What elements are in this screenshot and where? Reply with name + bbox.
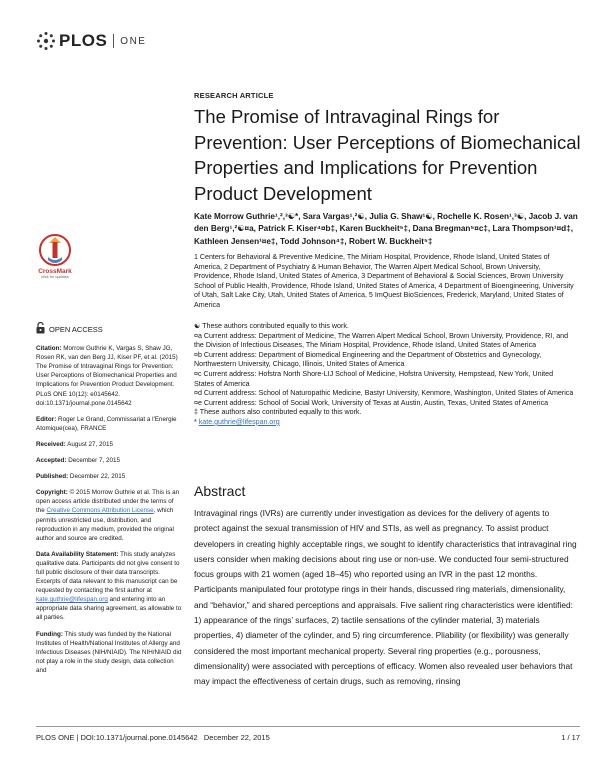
copyright-label: Copyright: [36,489,68,497]
copyright-block [36,488,184,543]
crossmark-icon [38,233,72,267]
crossmark-badge[interactable] [35,233,75,279]
editor-block [36,415,184,433]
received-date: August 27, 2015 [65,440,114,448]
published-block [36,472,184,481]
crossmark-label: CrossMark [38,268,72,275]
crossmark-sublabel: click for updates [41,275,69,279]
page-number: 1 / 17 [561,733,580,742]
note-also-equal: ‡ These authors also contributed equally to this work. [194,408,362,417]
accepted-label: Accepted: [36,457,67,465]
citation-label: Citation: [36,345,62,353]
copyright-text-post: , which permits unrestricted use, distribution, and reproduction in any medium, provided the original author and source are credited. [36,507,174,542]
note-address-d: ¤d Current address: School of Naturopathic Medicine, Bastyr University, Kenmore, Washington, United States of America [194,389,574,398]
data-email-link[interactable]: kate.guthrie@lifespan.org [36,596,108,604]
data-availability-post: and entering into an appropriate data sharing agreement, as allowable to all parties. [36,596,182,622]
logo-divider [113,34,114,48]
received-label: Received: [36,440,66,448]
data-availability-label: Data Availability Statement: [36,550,119,558]
author-list: Kate Morrow Guthrie¹,²,³☯*, Sara Vargas¹,²☯, Julia G. Shaw¹☯, Rochelle K. Rosen¹,³☯, Jacob J. van den Berg¹,²☯¤a, Patrick F. Kiser⁴¤b‡, Karen Buckheit⁵‡, Dana Bregman⁵¤c‡, Lara Thompson¹¤d‡, Kathleen Jensen¹¤e‡, Todd Johnson⁴‡, Robert W. Buckheit⁵‡ [194,212,578,246]
citation-text: Morrow Guthrie K, Vargas S, Shaw JG, Rosen RK, van den Berg JJ, Kiser PF, et al. (2015) The Promise of Intravaginal Rings for Prevention: User Perceptions of Biomechanical Properties and Implications for Prevention Product Development. PLoS ONE 10(12): e0145642. doi:10.1371/journal.pone.0145642 [36,345,178,407]
note-address-c: ¤c Current address: Hofstra North Shore-LIJ School of Medicine, Hofstra University, Hempstead, New York, United States of America [194,369,554,388]
plos-logo-icon [36,31,56,51]
note-address-a: ¤a Current address: Department of Medicine, The Warren Alpert Medical School, Brown University, Providence, RI, and the Division of Infectious Diseases, The Miriam Hospital, Providence, Rhode Island, United States of America [194,331,569,350]
email-asterisk: * [194,417,199,426]
corresponding-email [194,418,574,428]
editor-label: Editor: [36,415,57,423]
abstract-body: Intravaginal rings (IVRs) are currently under investigation as devices for the delivery of agents to protect against the sexual transmission of HIV and STIs, as well as pregnancy. To assist product developers in creating highly acceptable rings, we sought to identify characteristics that intravaginal ring users consider when making decisions about ring use or non-use. We conducted four semi-structured focus groups with 21 women (aged 18–45) who reported using an IVR in the past 12 months. Participants manipulated four prototype rings in their hands, discussed ring materials, dimensionality, and “behavior,” and shared perceptions and appraisals. Five salient ring characteristics were identified: 1) appearance of the rings’ surfaces, 2) tactile sensations of the cylinder material, 3) materials properties, 4) diameter of the cylinder, and 5) ring circumference. Pliability (or flexibility) was generally considered the most important mechanical property. Several ring properties (e.g., porousness, dimensionality) were associated with perceptions of efficacy. Women also revealed user behaviors that may impact the effectiveness of certain drugs, such as removing, rinsing [194,508,577,687]
note-address-b: ¤b Current address: Department of Biomedical Engineering and the Department of Obstetrics and Gynecology, Northwestern University, Chicago, Illinois, United States of America [194,350,542,369]
accepted-date: December 7, 2015 [66,457,121,465]
published-label: Published: [36,473,69,481]
published-date: December 22, 2015 [68,473,126,481]
accepted-block [36,456,184,465]
left-sidebar [36,322,184,682]
citation-block [36,344,184,408]
open-access-label: OPEN ACCESS [49,324,103,334]
open-access-badge [36,322,184,336]
open-lock-icon [36,322,45,336]
funding-block [36,630,184,675]
author-notes [194,322,574,428]
received-block [36,440,184,449]
license-link[interactable]: Creative Commons Attribution License [46,507,154,515]
article-type: RESEARCH ARTICLE [194,91,274,100]
plos-one-logo[interactable] [36,30,146,52]
footer-citation: PLOS ONE | DOI:10.1371/journal.pone.0145642 December 22, 2015 [36,733,270,742]
affiliation-text: 1 Centers for Behavioral & Preventive Medicine, The Miriam Hospital, Providence, Rhode Island, United States of America, 2 Department of Psychiatry & Human Behavior, The Warren Alpert Medical School, Brown University, Providence, Rhode Island, United States of America, 3 Department of Behavioral & Social Sciences, Brown University School of Public Health, Providence, Rhode Island, United States of America, 4 Department of Bioengineering, University of Utah, Salt Lake City, Utah, United States of America, 5 ImQuest BioSciences, Frederick, Maryland, United States of America [194,253,574,309]
funding-label: Funding: [36,630,63,638]
abstract-heading: Abstract [194,483,246,499]
email-link[interactable]: kate.guthrie@lifespan.org [198,417,280,426]
affiliations [194,253,574,311]
note-address-e: ¤e Current address: School of Social Work, University of Texas at Austin, Austin, Texas, United States of America [194,398,549,407]
article-title: The Promise of Intravaginal Rings for Prevention: User Perceptions of Biomechanical Properties and Implications for Prevention Product Development [194,106,581,204]
data-availability-pre: This study analyzes qualitative data. Participants did not give consent to full public disclosure of their data transcripts. Excerpts of data relevant to this manuscript can be requested by contacting the first author at [36,550,180,595]
funding-text: This study was funded by the National Institutes of Health/National Institutes of Allergy and Infectious Diseases (NIH/NIAID). The NIH/NIAID did not play a role in the study design, data collection and [36,630,182,674]
note-equal-contribution: ☯ These authors contributed equally to this work. [194,322,349,330]
logo-plos-text: PLOS [59,31,108,50]
footer-rule [36,726,580,727]
data-availability-block [36,550,184,623]
logo-one-text: ONE [120,35,147,47]
editor-text: Roger Le Grand, Commissariat a l'Energie Atomique(cea), FRANCE [36,415,177,432]
copyright-text-pre: © 2015 Morrow Guthrie et al. This is an open access article distributed under the terms of the [36,489,180,515]
